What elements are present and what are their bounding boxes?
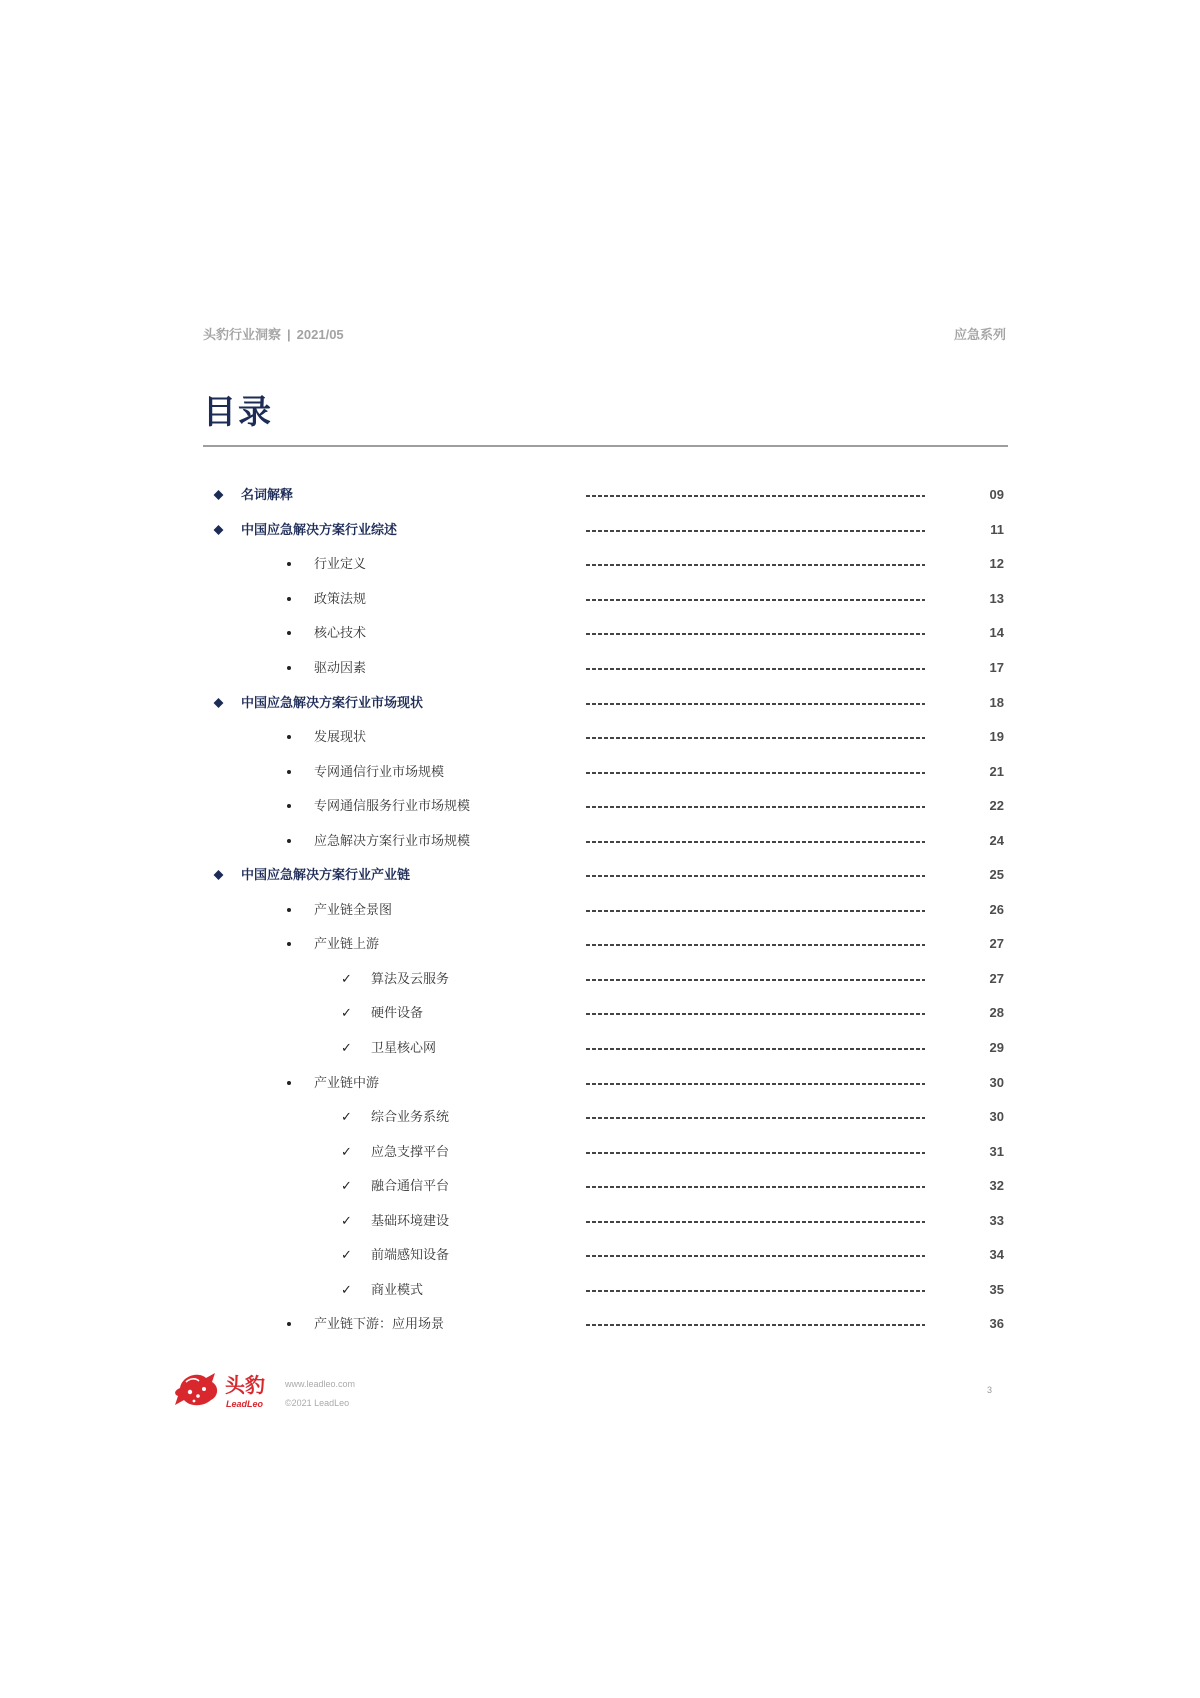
dash-leader [586,1290,925,1292]
bullet-icon [287,942,291,946]
bullet-icon [287,562,291,566]
toc-entry-label: 产业链上游 [314,936,380,952]
bullet-icon [287,597,291,601]
dash-leader [586,875,925,877]
bullet-icon [287,908,291,912]
toc-entry-label: 应急支撑平台 [371,1143,450,1159]
dash-leader [586,1048,925,1050]
toc-entry-page: 25 [989,867,1004,883]
dash-leader [586,737,925,739]
bullet-icon [287,839,291,843]
toc-entry [0,1238,1200,1273]
toc-entry [0,720,1200,755]
title-divider [203,445,1008,447]
footer-url: www.leadleo.com [285,1379,356,1389]
check-icon [341,1247,352,1263]
bullet-icon [287,804,291,808]
toc-entry [0,754,1200,789]
header-report-name [203,326,344,344]
toc-entry [0,1031,1200,1066]
toc-entry-label: 前端感知设备 [371,1247,450,1263]
toc-entry-label: 专网通信行业市场规模 [314,763,445,779]
toc-entry-page: 31 [989,1143,1004,1159]
toc-entry-label: 名词解释 [241,487,294,503]
toc-entry-page: 33 [989,1212,1004,1228]
toc-entry [0,1134,1200,1169]
toc-entry-label: 产业链中游 [314,1074,380,1090]
header-brand: 头豹行业洞察 [203,327,282,342]
toc-entry-page: 18 [989,694,1004,710]
toc-entry-label: 基础环境建设 [371,1212,450,1228]
footer-page-number: 3 [987,1385,993,1395]
bullet-icon [287,1322,291,1326]
check-icon [341,1282,352,1298]
toc-entry-label: 专网通信服务行业市场规模 [314,798,471,814]
bullet-icon [287,666,291,670]
logo-english-name: LeadLeo [226,1399,264,1409]
check-icon [341,1109,352,1125]
dash-leader [586,495,925,497]
dash-leader [586,806,925,808]
toc-entry [0,1100,1200,1135]
dash-leader [586,910,925,912]
toc-entry [0,478,1200,513]
dash-leader [586,1152,925,1154]
header-series: 应急系列 [953,327,1006,342]
toc-entry-page: 30 [989,1109,1004,1125]
toc-entry [0,996,1200,1031]
toc-entry-label: 产业链下游：应用场景 [314,1316,445,1332]
dash-leader [586,1186,925,1188]
toc-entry [0,1203,1200,1238]
toc-entry [0,962,1200,997]
footer-copyright: ©2021 LeadLeo [285,1398,350,1408]
toc-entry-page: 12 [989,556,1004,572]
toc-entry [0,616,1200,651]
toc-entry-page: 27 [989,936,1004,952]
toc-entry-label: 核心技术 [314,625,367,641]
toc-entry-label: 中国应急解决方案行业综述 [241,521,398,537]
logo-chinese-name: 头豹 [225,1375,265,1397]
bullet-icon [287,631,291,635]
toc-entry-label: 硬件设备 [371,1005,424,1021]
toc-entry-label: 应急解决方案行业市场规模 [314,832,471,848]
check-icon [341,1144,352,1160]
toc-entry [0,1273,1200,1308]
dash-leader [586,1221,925,1223]
toc-entry-label: 产业链全景图 [314,901,393,917]
toc-entry-label: 融合通信平台 [371,1178,450,1194]
toc-entry-label: 发展现状 [314,729,367,745]
diamond-icon [214,525,224,535]
dash-leader [586,841,925,843]
dash-leader [586,1013,925,1015]
toc-entry-page: 09 [989,487,1004,503]
dash-leader [586,668,925,670]
toc-entry-page: 26 [989,901,1004,917]
leopard-logo-icon [172,1368,224,1410]
toc-entry [0,1307,1200,1342]
dash-leader [586,703,925,705]
dash-leader [586,564,925,566]
toc-entry-page: 17 [989,660,1004,675]
toc-entry-page: 30 [989,1074,1004,1090]
toc-entry-page: 34 [989,1247,1004,1263]
check-icon [341,1178,352,1194]
page-title: 目录 [203,393,273,430]
toc-entry-page: 28 [989,1005,1004,1021]
toc-entry [0,685,1200,720]
dash-leader [586,633,925,635]
toc-entry [0,858,1200,893]
check-icon [341,1213,352,1229]
toc-entry-page: 27 [989,970,1004,986]
toc-entry [0,582,1200,617]
toc-entry-page: 13 [989,590,1004,606]
toc-entry-page: 29 [989,1040,1004,1056]
toc-entry-page: 21 [989,763,1004,779]
toc-entry-label: 中国应急解决方案行业产业链 [241,867,411,883]
toc-entry-page: 22 [989,798,1004,814]
toc-entry-page: 36 [989,1316,1004,1332]
dash-leader [586,599,925,601]
bullet-icon [287,1081,291,1085]
diamond-icon [214,490,224,500]
toc-entry-label: 综合业务系统 [371,1109,450,1125]
toc-entry [0,1065,1200,1100]
toc-entry-label: 商业模式 [371,1281,424,1297]
header-separator: | [287,327,291,342]
toc-entry [0,823,1200,858]
toc-entry-page: 24 [989,832,1004,848]
toc-entry-page: 19 [989,729,1004,745]
check-icon [341,971,352,987]
toc-entry-label: 卫星核心网 [371,1040,437,1056]
diamond-icon [214,870,224,880]
toc-entry [0,1169,1200,1204]
table-of-contents [0,478,1200,1342]
dash-leader [586,1255,925,1257]
toc-entry-label: 算法及云服务 [371,970,450,986]
diamond-icon [214,698,224,708]
toc-entry-page: 32 [989,1178,1004,1194]
dash-leader [586,1117,925,1119]
toc-entry-page: 35 [989,1281,1004,1297]
toc-entry-label: 政策法规 [314,590,367,606]
bullet-icon [287,770,291,774]
dash-leader [586,944,925,946]
dash-leader [586,530,925,532]
toc-entry [0,789,1200,824]
toc-entry [0,513,1200,548]
check-icon [341,1005,352,1021]
dash-leader [586,1324,925,1326]
toc-entry-label: 驱动因素 [314,660,367,675]
dash-leader [586,1083,925,1085]
toc-entry [0,893,1200,928]
header-date: 2021/05 [296,327,344,342]
dash-leader [586,772,925,774]
dash-leader [586,979,925,981]
toc-entry [0,651,1200,686]
toc-entry [0,927,1200,962]
toc-entry-page: 11 [990,521,1004,537]
bullet-icon [287,735,291,739]
check-icon [341,1040,352,1056]
toc-entry-label: 中国应急解决方案行业市场现状 [241,694,424,710]
toc-entry [0,547,1200,582]
toc-entry-label: 行业定义 [314,556,367,572]
toc-entry-page: 14 [989,625,1004,641]
